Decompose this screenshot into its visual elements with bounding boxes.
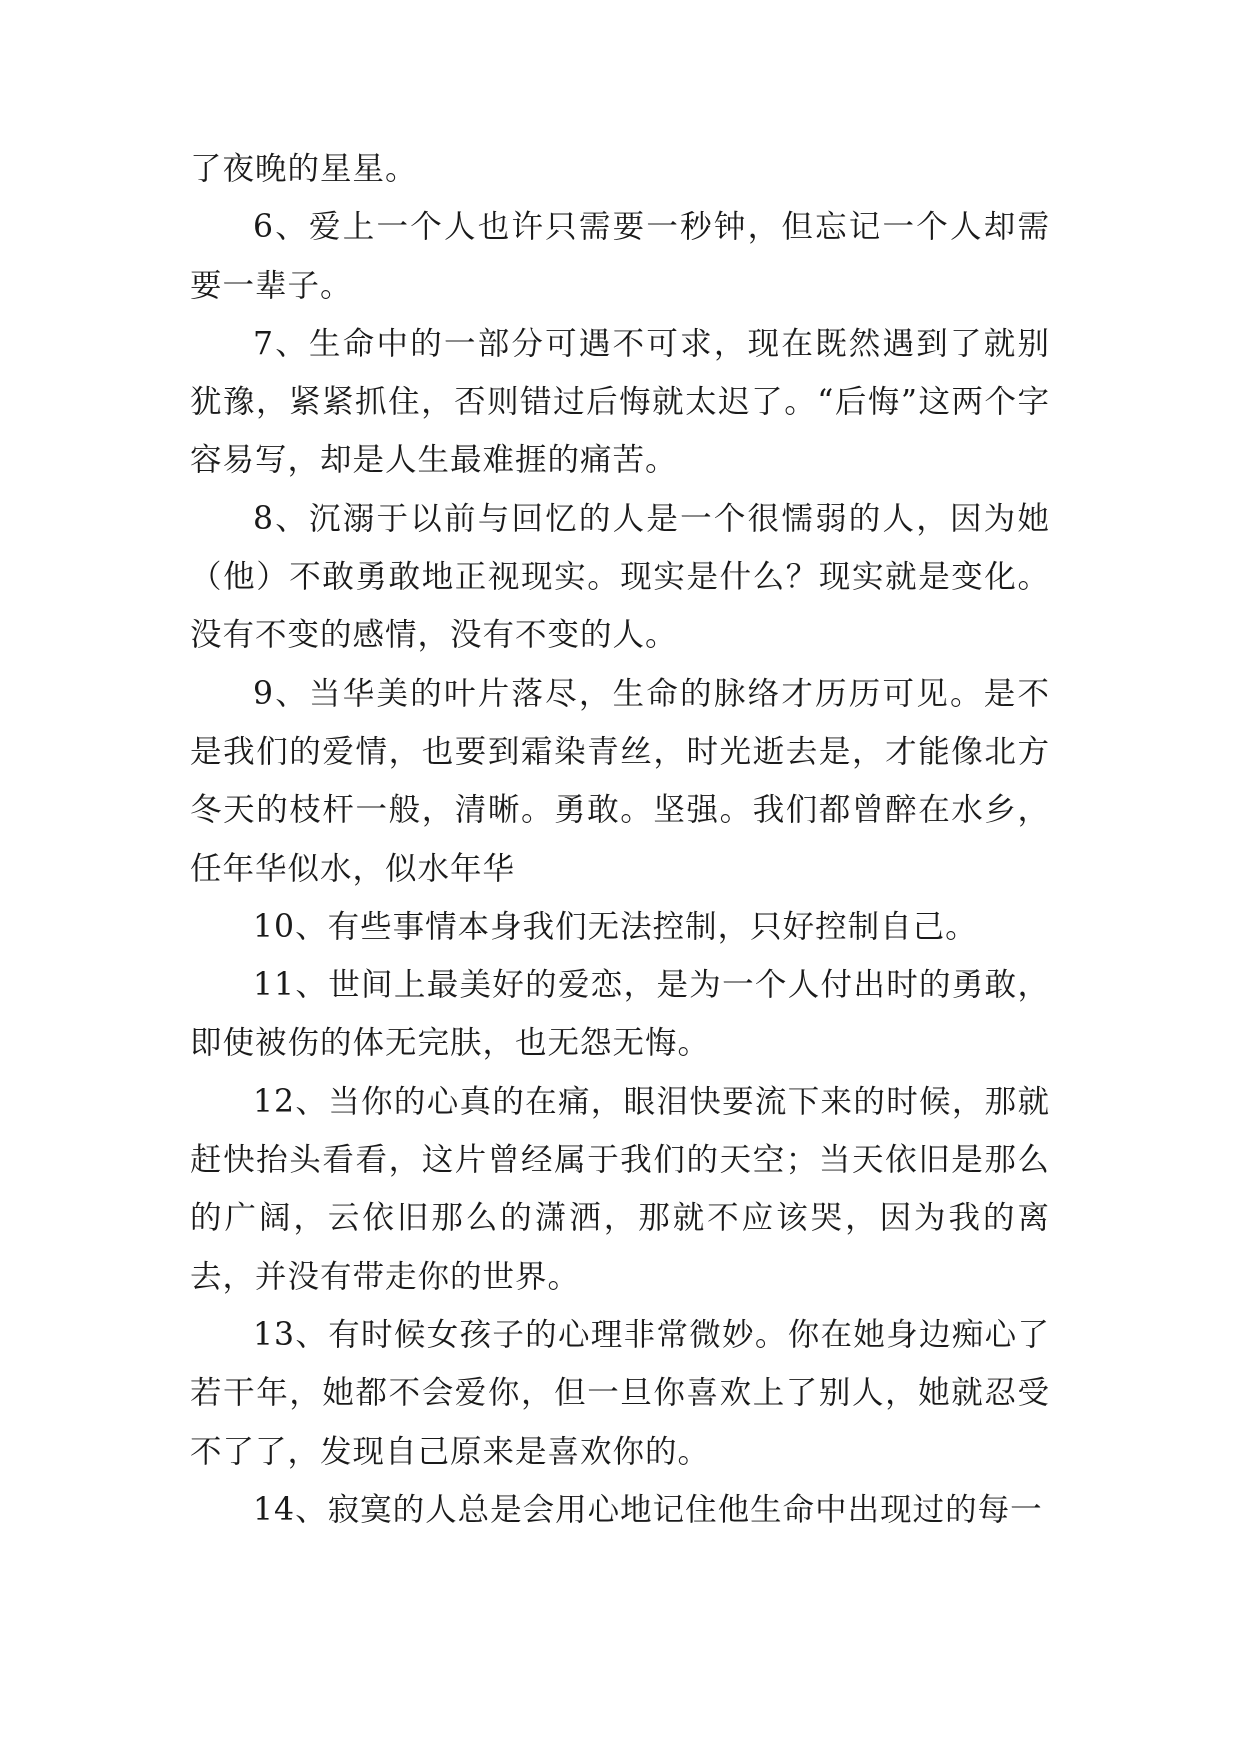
paragraph-12: 12、当你的心真的在痛，眼泪快要流下来的时候，那就赶快抬头看看，这片曾经属于我们的天空；当天依旧是那么的广阔，云依旧那么的潇洒，那就不应该哭，因为我的离去，并没有带走你的世界。	[190, 1083, 1050, 1295]
paragraph-13: 13、有时候女孩子的心理非常微妙。你在她身边痴心了若干年，她都不会爱你，但一旦你喜欢上了别人，她就忍受不了了，发现自己原来是喜欢你的。	[190, 1316, 1050, 1470]
paragraph-11: 11、世间上最美好的爱恋，是为一个人付出时的勇敢，即使被伤的体无完肤，也无怨无悔。	[190, 967, 1050, 1062]
paragraph-7: 7、生命中的一部分可遇不可求，现在既然遇到了就别犹豫，紧紧抓住，否则错过后悔就太迟了。“后悔”这两个字容易写，却是人生最难捱的痛苦。	[190, 325, 1050, 479]
paragraph-8: 8、沉溺于以前与回忆的人是一个很懦弱的人，因为她（他）不敢勇敢地正视现实。现实是什么？现实就是变化。没有不变的感情，没有不变的人。	[190, 500, 1050, 654]
paragraph-6: 6、爱上一个人也许只需要一秒钟，但忘记一个人却需要一辈子。	[190, 209, 1050, 304]
paragraph-9: 9、当华美的叶片落尽，生命的脉络才历历可见。是不是我们的爱情，也要到霜染青丝，时光逝去是，才能像北方冬天的枝杆一般，清晰。勇敢。坚强。我们都曾醉在水乡，任年华似水，似水年华	[190, 675, 1050, 887]
paragraph-10: 10、有些事情本身我们无法控制，只好控制自己。	[253, 908, 978, 945]
paragraph-14: 14、寂寞的人总是会用心地记住他生命中出现过的每一	[253, 1491, 1043, 1528]
paragraph-continued: 了夜晚的星星。	[190, 151, 418, 187]
document-page	[190, 140, 1050, 1539]
